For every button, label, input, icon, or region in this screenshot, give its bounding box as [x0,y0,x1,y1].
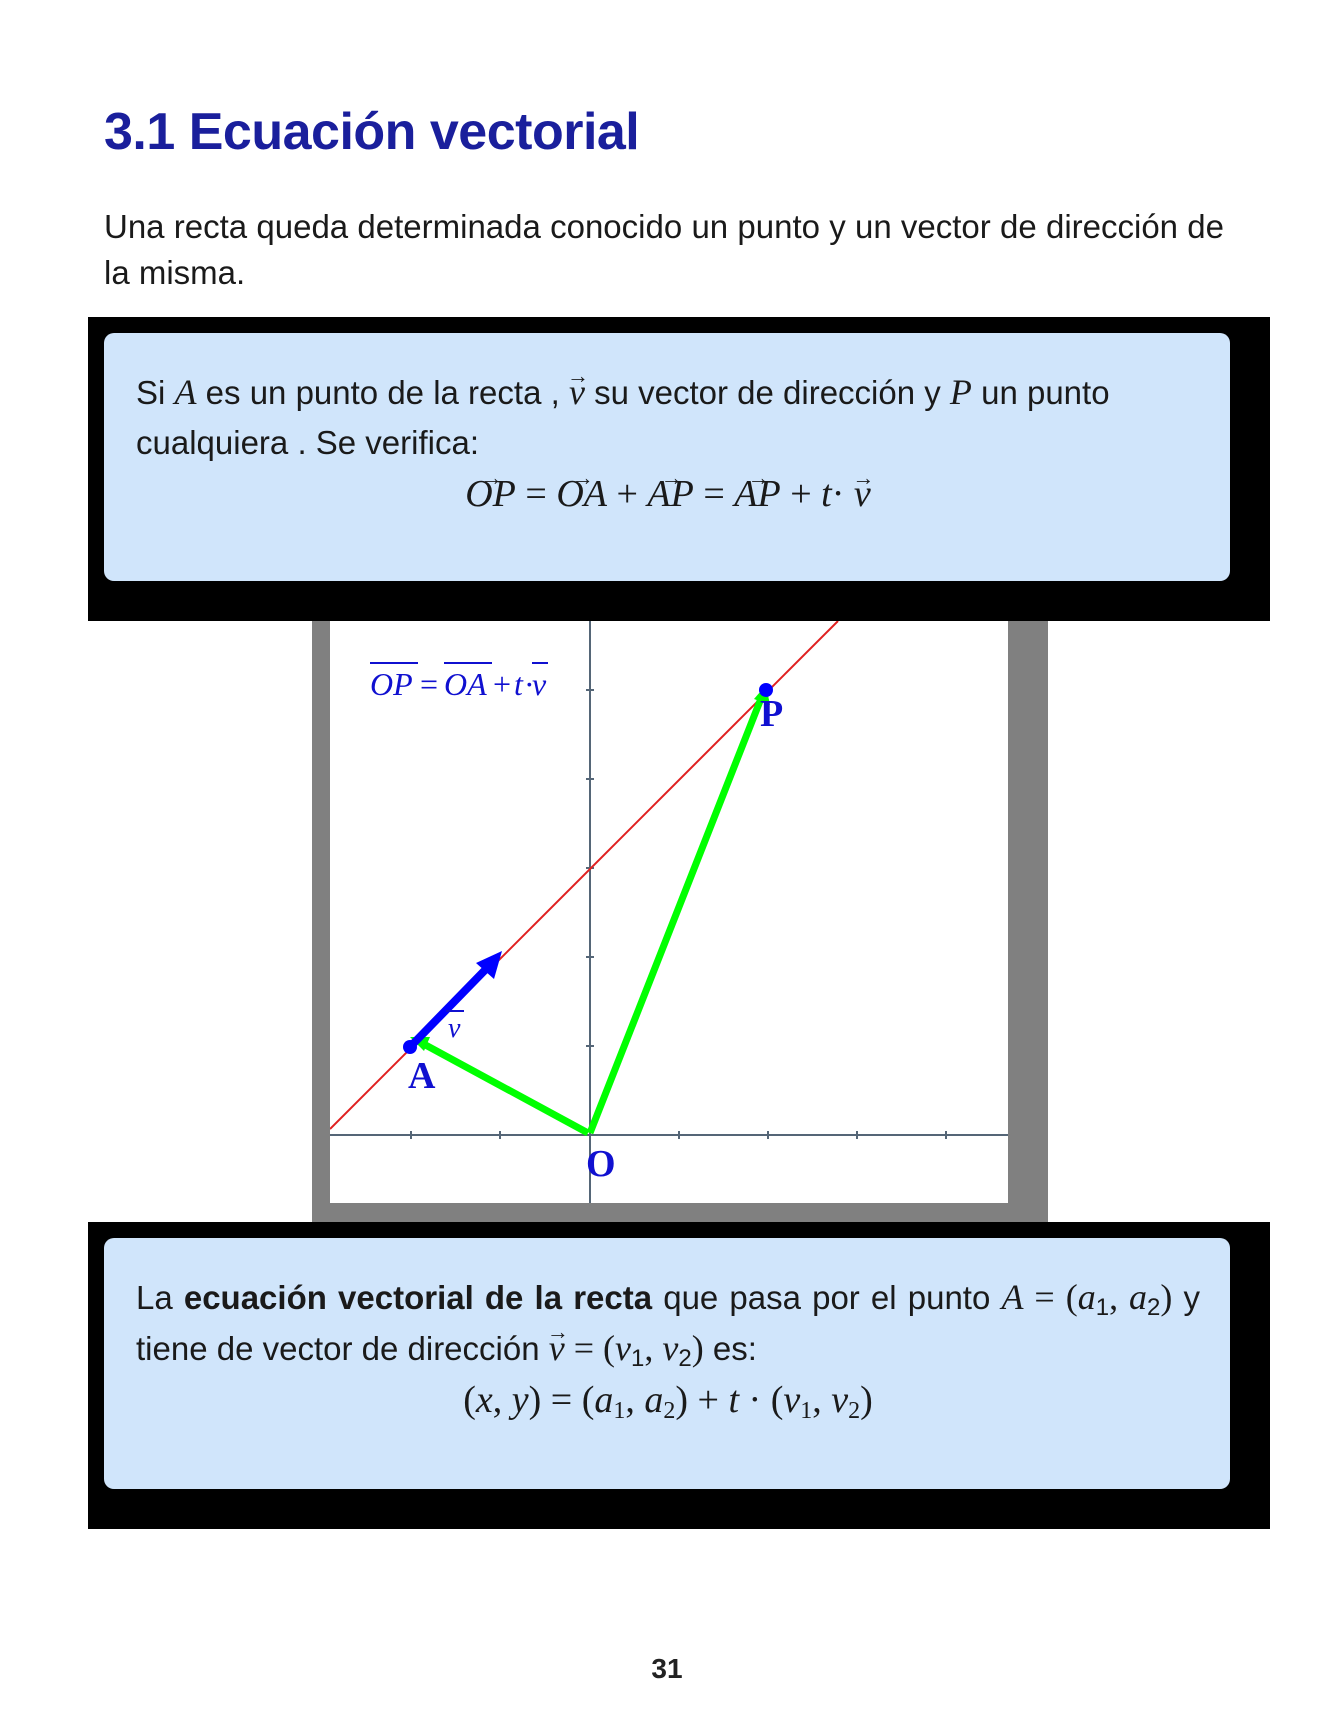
vector-v: → v [854,468,871,520]
parameter-t: t [821,473,832,515]
figure-formula [370,666,547,702]
vector-equation-box-frame [88,1222,1270,1529]
subscript: 1 [1095,1294,1110,1321]
equals-sign: = [693,473,735,515]
vector-op-arrow [590,696,762,1133]
point-a-symbol: A [1001,1277,1024,1317]
coord-v2: v [662,1328,679,1368]
vector-equation-box [104,1238,1230,1489]
definition-box-frame [88,317,1270,621]
equals-sign: = [1023,1277,1066,1317]
text-fragment: es un punto de la recta , [196,374,569,411]
subscript: 1 [631,1345,645,1372]
vector-equation-text [136,1272,1200,1426]
diagram-svg [330,621,1008,1203]
page-number: 31 [651,1653,683,1684]
text-fragment: Si [136,374,175,411]
figure-formula-eq: = [420,666,439,702]
vector-sum-formula [136,468,1200,520]
vector-op: → OP [465,468,516,520]
subscript: 2 [1147,1294,1161,1321]
text-fragment: un punto cualquiera . Se verifica: [136,374,1110,461]
figure-formula-op: OP [370,666,413,702]
paren: ( [1065,1277,1078,1317]
figure-formula-oa: OA [444,666,487,702]
bold-term: ecuación vectorial de la recta [183,1279,653,1316]
equals-sign: = ( [564,1328,616,1368]
text-fragment: que pasa por el punto [652,1279,1002,1316]
dot-operator: · [831,473,854,515]
intro-paragraph: Una recta queda determinada conocido un punto y un vector de dirección de la misma. [104,208,1224,291]
figure-formula-plus: + [493,666,512,702]
point-a-symbol: A [174,372,197,412]
section-title: 3.1 Ecuación vectorial [104,103,640,161]
vector-ap: → AP [647,468,693,520]
figure-formula-dot: · [524,666,535,702]
point-a-dot [403,1040,417,1054]
subscript: 2 [678,1345,692,1372]
plus-sign: + [606,473,648,515]
coord-a2: a [1129,1277,1148,1317]
label-v: v [448,1013,461,1044]
vector-oa: → OA [556,468,607,520]
vector-oa-arrow [420,1042,588,1133]
definition-box [104,333,1230,581]
vector-diagram [330,621,1008,1203]
vector-equation-formula: (x, $y) = (a_1$, $a_2) + t \cdot (v_1$, $v_2$) [463,1379,873,1424]
comma: , [1109,1277,1130,1317]
vector-v-symbol: → v [549,1323,565,1373]
point-p-symbol: P [949,372,972,412]
paren: ) [691,1328,704,1368]
label-p: P [760,693,784,735]
label-a: A [408,1055,436,1097]
coord-a1: a [1077,1277,1096,1317]
figure-formula-v: v [532,666,547,702]
plus-sign: + [780,473,822,515]
text-fragment: La [136,1279,184,1316]
label-o: O [586,1143,616,1185]
text-fragment: su vector de dirección y [584,374,950,411]
text-fragment: y tiene de vector de dirección [136,1279,1201,1367]
vector-v-symbol: → v [569,367,585,417]
text-fragment: es: [703,1330,757,1367]
figure-formula-t: t [514,666,523,702]
comma: , [644,1328,663,1368]
definition-text [136,367,1200,520]
figure-frame [312,621,1048,1223]
equals-sign: = [515,473,557,515]
paren: ) [1160,1277,1173,1317]
coord-v1: v [615,1328,632,1368]
vector-ap: → AP [734,468,780,520]
